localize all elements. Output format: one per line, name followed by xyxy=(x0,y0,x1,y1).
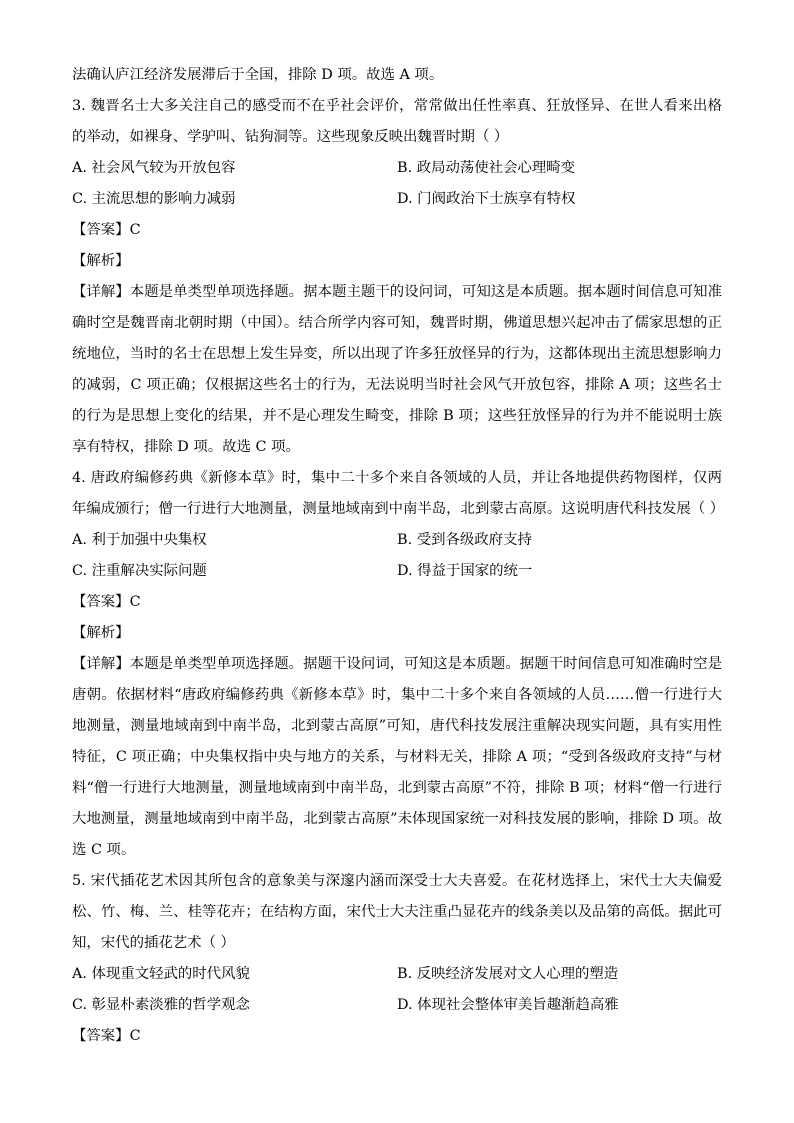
q4-detail: 【详解】本题是单类型单项选择题。据题干设问词，可知这是本质题。据题干时间信息可知准确时空是唐朝。依据材料“唐政府编修药典《新修本草》时，集中二十多个来自各领域的人员……僧一行进行大地测量，测量地域南到中南半岛，北到蒙古高原”可知，唐代科技发展注重解决现实问题，具有实用性特征，C 项正确；中央集权指中央与地方的关系，与材料无关，排除 A 项；“受到各级政府支持”与材料“僧一行进行大地测量，测量地域南到中南半岛，北到蒙古高原”不符，排除 B 项；材料“僧一行进行大地测量，测量地域南到中南半岛，北到蒙古高原”未体现国家统一对科技发展的影响，排除 D 项。故选 C 项。 xyxy=(72,656,722,858)
q5-option-c: C. 彰显朴素淡雅的哲学观念 xyxy=(72,997,250,1013)
q5-option-d: D. 体现社会整体审美旨趣渐趋高雅 xyxy=(397,997,619,1013)
q4-option-b: B. 受到各级政府支持 xyxy=(397,532,532,548)
q4-option-a: A. 利于加强中央集权 xyxy=(72,532,207,548)
question-4-options xyxy=(72,525,722,587)
question-3-options xyxy=(72,153,722,215)
q3-option-a: A. 社会风气较为开放包容 xyxy=(72,160,236,176)
q3-option-c: C. 主流思想的影响力减弱 xyxy=(72,191,236,207)
q3-answer: 【答案】C xyxy=(72,222,141,238)
page-content xyxy=(72,60,725,1052)
q4-answer: 【答案】C xyxy=(72,594,141,610)
q4-option-c: C. 注重解决实际问题 xyxy=(72,563,207,579)
q4-option-d: D. 得益于国家的统一 xyxy=(397,563,533,579)
q3-detail: 【详解】本题是单类型单项选择题。据本题主题干的设问词，可知这是本质题。据本题时间信息可知准确时空是魏晋南北朝时期（中国）。结合所学内容可知，魏晋时期，佛道思想兴起冲击了儒家思想的正统地位，当时的名士在思想上发生异变，所以出现了许多狂放怪异的行为，这都体现出主流思想影响力的减弱，C 项正确；仅根据这些名士的行为，无法说明当时社会风气开放包容，排除 A 项；这些名士的行为是思想上变化的结果，并不是心理发生畸变，排除 B 项；这些狂放怪异的行为并不能说明士族享有特权，排除 D 项。故选 C 项。 xyxy=(72,284,722,455)
question-4-stem: 4. 唐政府编修药典《新修本草》时，集中二十多个来自各领域的人员，并让各地提供药物图样，仅两年编成颁行；僧一行进行大地测量，测量地域南到中南半岛，北到蒙古高原。这说明唐代科技发展（ ） xyxy=(72,470,725,517)
q3-option-d: D. 门阀政治下士族享有特权 xyxy=(397,191,576,207)
previous-answer-tail: 法确认庐江经济发展滞后于全国，排除 D 项。故选 A 项。 xyxy=(72,67,444,83)
question-3-stem: 3. 魏晋名士大多关注自己的感受而不在乎社会评价，常常做出任性率真、狂放怪异、在世人看来出格的举动，如裸身、学驴叫、钻狗洞等。这些现象反映出魏晋时期（ ） xyxy=(72,98,722,145)
q5-answer: 【答案】C xyxy=(72,1028,141,1044)
q3-option-b: B. 政局动荡使社会心理畸变 xyxy=(397,160,576,176)
question-5-stem: 5. 宋代插花艺术因其所包含的意象美与深邃内涵而深受士大夫喜爱。在花材选择上，宋代士大夫偏爱松、竹、梅、兰、桂等花卉；在结构方面，宋代士大夫注重凸显花卉的线条美以及品第的高低。据此可知，宋代的插花艺术（ ） xyxy=(72,873,722,951)
q5-option-b: B. 反映经济发展对文人心理的塑造 xyxy=(397,966,619,982)
question-5-options xyxy=(72,959,722,1021)
q3-analysis-label: 【解析】 xyxy=(72,253,130,269)
q5-option-a: A. 体现重文轻武的时代风貌 xyxy=(72,966,250,982)
q4-analysis-label: 【解析】 xyxy=(72,625,130,641)
